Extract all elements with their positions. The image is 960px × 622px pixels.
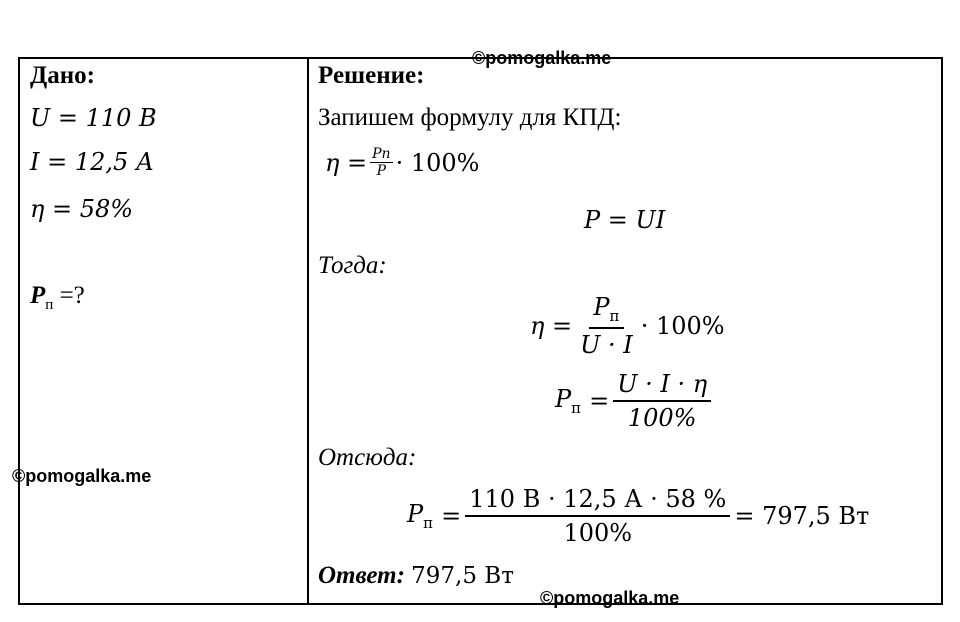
formula-efficiency-expanded (530, 293, 725, 359)
answer-line (318, 562, 514, 590)
f4-num: U · I · η (613, 370, 711, 402)
f4-lhs: $P_п$ (555, 385, 582, 417)
given-title: Дано: (30, 62, 95, 89)
hence-label: Отсюда: (318, 444, 417, 471)
f4-fraction (613, 370, 711, 432)
answer-label: Ответ: (318, 562, 405, 589)
formula-efficiency (325, 146, 479, 179)
solution-title: Решение: (318, 62, 425, 89)
watermark: ©pomogalka.me (540, 588, 680, 608)
find-symbol: P (30, 282, 46, 309)
given-efficiency: η = 58% (30, 195, 134, 223)
f4-eq: = (589, 387, 610, 415)
f5-num: 110 В · 12,5 А · 58 % (465, 485, 730, 517)
f4-den: 100% (627, 404, 697, 432)
then-label: Тогда: (318, 252, 387, 279)
f1-num: Pп (372, 146, 391, 162)
solution-intro: Запишем формулу для КПД: (318, 104, 622, 131)
f5-lhs: $P_п$ (407, 500, 434, 532)
column-divider (307, 57, 309, 605)
watermark: ©pomogalka.me (12, 466, 152, 486)
f3-den: U · I (580, 330, 633, 359)
f1-fraction (370, 146, 392, 179)
f5-fraction (465, 485, 730, 547)
f3-fraction (576, 293, 637, 359)
find-rest: =? (53, 282, 85, 309)
formula-power: P = UI (584, 206, 666, 234)
formula-calculation (407, 485, 869, 547)
f5-rhs: = 797,5 Вт (734, 502, 870, 530)
given-current: I = 12,5 А (30, 148, 155, 176)
f1-den: P (376, 163, 387, 179)
watermark: ©pomogalka.me (472, 48, 612, 68)
f5-eq: = (441, 502, 462, 530)
f1-rhs: · 100% (395, 148, 480, 177)
f3-rhs: · 100% (640, 311, 725, 340)
formula-useful-power (555, 370, 715, 432)
answer-value: 797,5 Вт (411, 563, 514, 589)
f1-lhs: η = (325, 148, 368, 177)
f5-den: 100% (563, 519, 633, 547)
given-find (30, 282, 85, 314)
find-subscript: п (45, 297, 54, 313)
f3-num: $P_п$ (589, 293, 623, 329)
given-voltage: U = 110 В (30, 104, 157, 132)
f3-lhs: η = (530, 311, 573, 340)
